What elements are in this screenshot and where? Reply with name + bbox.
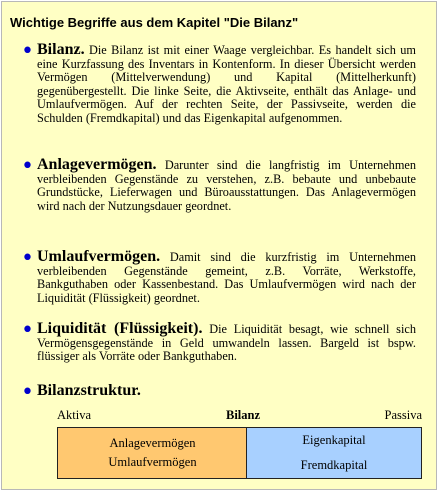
term-description: Darunter sind die langfristig im Unternehmen verbleibenden Gegenstände zu verstehen, z.B. bebaute und unbebaute Grundstücke, Lieferwagen und Büroausstattungen. Das Anlagevermögen wird nach der Nutzungsdauer geordnet. <box>37 158 417 213</box>
anlagevermoegen-cell: Anlagevermögen <box>109 436 196 450</box>
eigenkapital-cell: Eigenkapital <box>247 428 421 454</box>
bullet-icon: • <box>21 154 34 179</box>
glossary-item-umlaufvermoegen <box>21 246 417 305</box>
term-description: Die Liquidität besagt, wie schnell sich Vermögensgegenstände in Geld umwandeln lassen. Bargeld ist bspw. flüssiger als Vorräte oder Bankguthaben. <box>37 322 416 364</box>
bullet-icon: • <box>21 380 34 405</box>
bullet-icon: • <box>21 246 34 271</box>
bilanz-label: Bilanz <box>226 408 261 422</box>
glossary-item-liquiditaet <box>21 318 416 364</box>
glossary-panel <box>1 1 437 490</box>
bullet-icon: • <box>21 39 34 64</box>
passiva-label: Passiva <box>384 408 422 422</box>
term-label: Liquidität (Flüssigkeit). <box>37 320 203 337</box>
aktiv-side <box>58 428 247 478</box>
bullet-icon: • <box>21 318 34 343</box>
fremdkapital-cell: Fremdkapital <box>247 453 421 478</box>
term-label: Umlaufvermögen. <box>37 248 161 265</box>
bilanz-table <box>57 427 422 479</box>
term-label: Bilanz. <box>37 41 85 58</box>
glossary-item-bilanz <box>21 39 416 126</box>
umlaufvermoegen-cell: Umlaufvermögen <box>108 455 197 469</box>
aktiva-label: Aktiva <box>57 408 92 422</box>
glossary-item-bilanzstruktur <box>21 380 416 405</box>
term-description: Damit sind die kurzfristig im Unternehmen verbleibenden Gegenstände gemeint, z.B. Vorräte, Werkstoffe, Bankguthaben oder Kassenbestand. Das Umlaufvermögen wird nach der Liquidität (Flüssigkeit) geordnet. <box>37 250 417 305</box>
glossary-item-anlagevermoegen <box>21 154 417 213</box>
term-label: Bilanzstruktur. <box>37 382 141 399</box>
term-description: Die Bilanz ist mit einer Waage vergleichbar. Es handelt sich um eine Kurzfassung des Inventars in Kontenform. In dieser Übersicht werden Vermögen (Mittelverwendung) und Kapital (Mittelherkunft) gegenübergestellt. Die linke Seite, die Aktivseite, enthält das Anlage- und Umlaufvermögen. Auf der rechten Seite, der Passivseite, werden die Schulden (Fremdkapital) und das Eigenkapital aufgenommen. <box>37 43 416 125</box>
page-title: Wichtige Begriffe aus dem Kapitel "Die Bilanz" <box>10 15 299 30</box>
term-label: Anlagevermögen. <box>37 156 157 173</box>
